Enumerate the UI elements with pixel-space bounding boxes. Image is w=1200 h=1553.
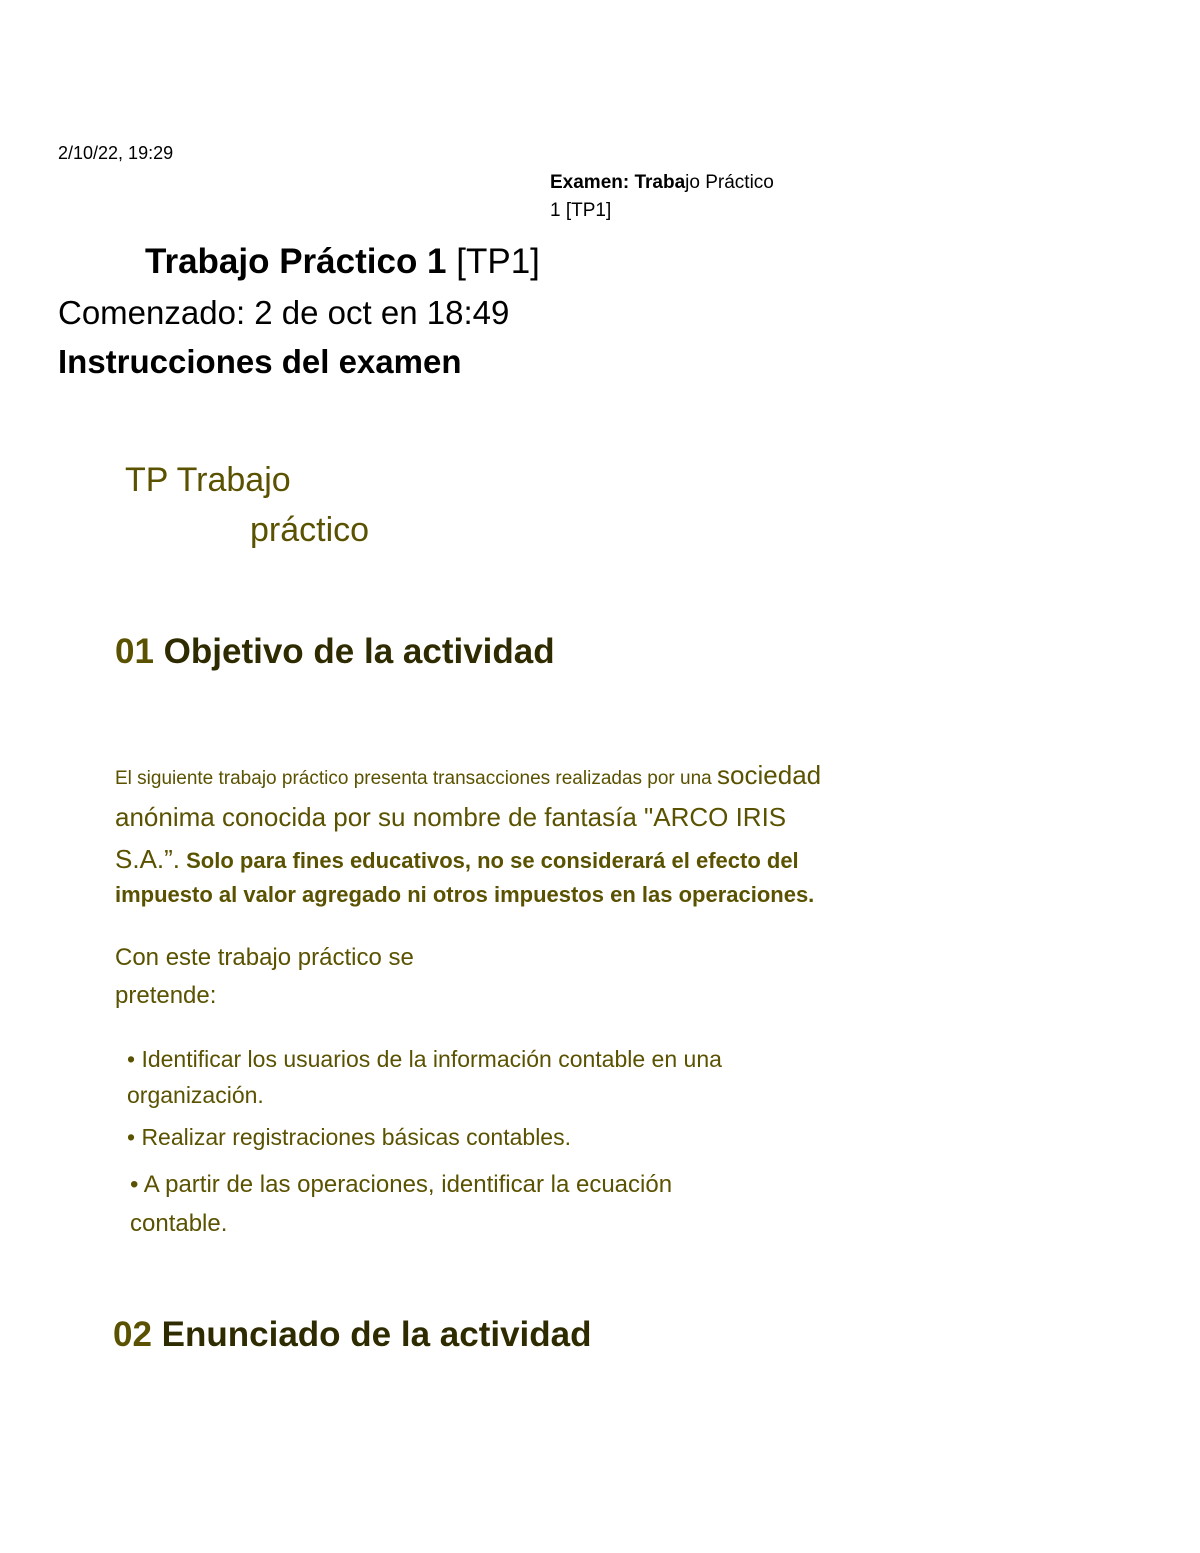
instructions-heading: Instrucciones del examen <box>58 343 462 380</box>
paragraph-text-large: sociedad <box>717 760 822 790</box>
bullet-item: • Identificar los usuarios de la información contable en una <box>127 1046 722 1072</box>
document-header <box>550 169 774 225</box>
print-timestamp: 2/10/22, 19:29 <box>58 143 174 163</box>
header-line-1 <box>550 169 774 197</box>
paragraph-line: impuesto al valor agregado ni otros impuestos en las operaciones. <box>115 882 815 907</box>
section-title: Enunciado de la actividad <box>151 1315 592 1354</box>
header-rest: jo Práctico <box>685 172 774 193</box>
started-date: Comenzado: 2 de oct en 18:49 <box>58 294 510 331</box>
bullet-item: • A partir de las operaciones, identificar la ecuación <box>130 1171 673 1198</box>
header-line-2: 1 [TP1] <box>550 200 612 221</box>
tp-label-line-1: TP Trabajo <box>125 461 291 499</box>
bullet-item: • Realizar registraciones básicas contables. <box>127 1124 571 1150</box>
tp-label-line-2: práctico <box>250 511 370 549</box>
paragraph-text-bold: Solo para fines educativos, no se considerará el efecto del <box>180 848 799 873</box>
title-bold: Trabajo Práctico 1 <box>145 242 447 281</box>
paragraph-line: anónima conocida por su nombre de fantasía "ARCO IRIS <box>115 802 787 832</box>
paragraph-line <box>115 760 821 791</box>
section-number: 02 <box>113 1315 152 1354</box>
bullet-item-continuation: organización. <box>127 1082 264 1108</box>
page-title <box>145 242 540 282</box>
title-rest: [TP1] <box>446 242 540 281</box>
paragraph-line: pretende: <box>115 982 217 1009</box>
bullet-item-continuation: contable. <box>130 1210 228 1237</box>
paragraph-text-large: S.A.”. <box>115 844 181 874</box>
section-heading-objetivo <box>115 632 555 672</box>
section-number: 01 <box>115 632 154 671</box>
paragraph-line <box>115 844 799 875</box>
section-title: Objetivo de la actividad <box>153 632 555 671</box>
header-bold: Examen: Traba <box>550 172 686 193</box>
paragraph-text: El siguiente trabajo práctico presenta transacciones realizadas por una <box>115 768 718 789</box>
paragraph-line: Con este trabajo práctico se <box>115 944 414 971</box>
section-heading-enunciado <box>113 1315 592 1355</box>
